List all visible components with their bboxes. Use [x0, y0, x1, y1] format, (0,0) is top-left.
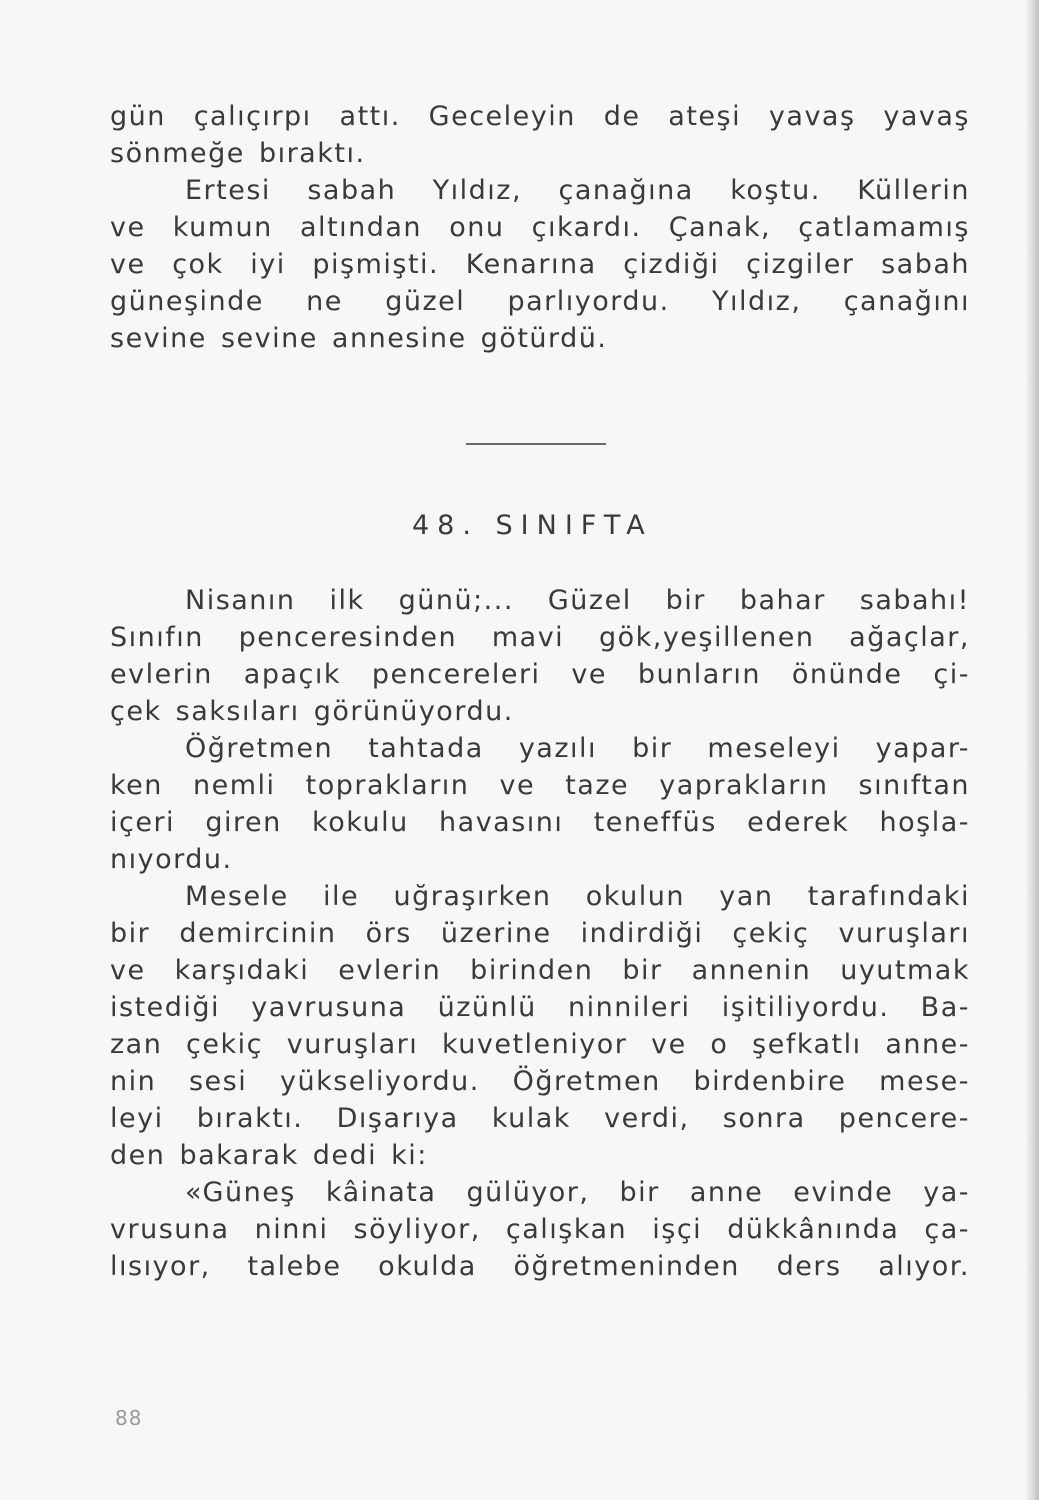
- page-number: 88: [115, 1406, 143, 1430]
- text-line: içeri giren kokulu havasını teneffüs ederek hoşla-: [110, 807, 970, 838]
- text-line: nin sesi yükseliyordu. Öğretmen birdenbire mese-: [110, 1066, 970, 1097]
- page-edge-shadow: [1025, 0, 1039, 1500]
- text-line: gün çalıçırpı attı. Geceleyin de ateşi yavaş yavaş: [110, 101, 970, 132]
- text-line: nıyordu.: [110, 844, 233, 875]
- text-line: istediği yavrusuna üzünlü ninnileri işitiliyordu. Ba-: [110, 992, 970, 1023]
- text-line: ve karşıdaki evlerin birinden bir annenin uyutmak: [110, 955, 970, 986]
- text-line: bir demircinin örs üzerine indirdiği çekiç vuruşları: [110, 918, 970, 949]
- section-title: 48. SINIFTA: [412, 510, 653, 541]
- section-divider: [466, 443, 606, 445]
- text-line: güneşinde ne güzel parlıyordu. Yıldız, çanağını: [110, 286, 970, 317]
- text-line: Öğretmen tahtada yazılı bir meseleyi yapar-: [185, 733, 970, 764]
- text-line: Mesele ile uğraşırken okulun yan tarafındaki: [185, 881, 970, 912]
- top-paragraph-block: [110, 98, 970, 357]
- text-line: Nisanın ilk günü;... Güzel bir bahar sabahı!: [185, 585, 970, 616]
- text-line: ve kumun altından onu çıkardı. Çanak, çatlamamış: [110, 212, 970, 243]
- text-line: çek saksıları görünüyordu.: [110, 696, 514, 727]
- text-line: vrusuna ninni söyliyor, çalışkan işçi dükkânında ça-: [110, 1214, 970, 1245]
- text-line: «Güneş kâinata gülüyor, bir anne evinde ya-: [185, 1177, 970, 1208]
- text-line: ve çok iyi pişmişti. Kenarına çizdiği çizgiler sabah: [110, 249, 970, 280]
- text-line: zan çekiç vuruşları kuvetleniyor ve o şefkatlı anne-: [110, 1029, 970, 1060]
- text-line: evlerin apaçık pencereleri ve bunların önünde çi-: [110, 659, 970, 690]
- text-line: sevine sevine annesine götürdü.: [110, 323, 608, 354]
- text-line: lısıyor, talebe okulda öğretmeninden ders alıyor.: [110, 1251, 970, 1282]
- text-line: leyi bıraktı. Dışarıya kulak verdi, sonra pencere-: [110, 1103, 970, 1134]
- text-line: sönmeğe bıraktı.: [110, 138, 366, 169]
- text-line: Sınıfın penceresinden mavi gök,yeşillenen ağaçlar,: [110, 622, 970, 653]
- text-line: ken nemli toprakların ve taze yaprakların sınıftan: [110, 770, 970, 801]
- main-paragraph-block: [110, 582, 970, 1285]
- text-line: Ertesi sabah Yıldız, çanağına koştu. Küllerin: [185, 175, 970, 206]
- text-line: den bakarak dedi ki:: [110, 1140, 428, 1171]
